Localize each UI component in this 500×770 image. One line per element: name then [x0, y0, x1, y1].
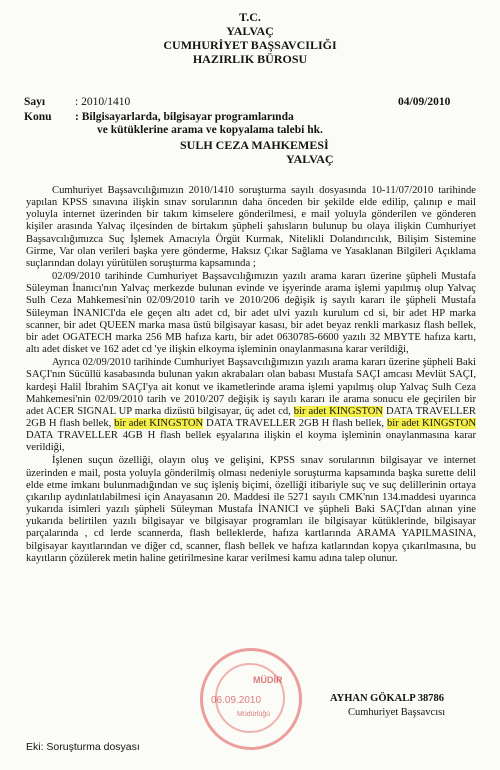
- paragraph-3-part-a: Ayrıca 02/09/2010 tarihinde Cumhuriyet Başsavcılığımızın yazılı arama kararı üzerine şüpheli Baki SAÇI'nın Sücüllü kasabasında bulunan yakın akrabaları olan babası Mustafa SAÇI amcası Mevlüt SAÇI, kardeşi Halil İbrahim SAÇI'ya ait konut ve ikametlerinde arama işlemi yapılmış olup Yalvaç Sulh Ceza Mahkemesi'nin 02/09/2010 tarih ve 2010/207 değişik iş sayılı kararı ile arama sonucu ele geçirilen bir adet ACER SIGNAL UP marka dizüstü bilgisayar, üç adet cd,: [26, 357, 476, 417]
- paragraph-3-part-c: DATA TRAVELLER 2GB H flash bellek,: [203, 417, 387, 429]
- signature-title: Cumhuriyet Başsavcısı: [348, 707, 446, 718]
- paragraph-1: Cumhuriyet Başsavcılığımızın 2010/1410 soruşturma sayılı dosyasında 10-11/07/2010 tarihinde yapılan KPSS sınavına ilişkin sınav sorularının daha önceden bir şekilde elde edilip, çalınıp e mail yoluyla internet üzerinden bir takım kimselere gönderilmesi, e mail yoluyla gönderilen ve gönderen kişiler arasında Yalvaç ilçesinden de birtakım şüpheli şahısların bulunup bu olaya ilişkin Cumhuriyet Başsavcılığımızca Suç İşlemek Amacıyla Örgüt Kurmak, Nitelikli Dolandırıcılık, Bilişim Sistemine Girme, Var olan verileri başka yere gönderme, Haksız Çıkar Sağlama ve Yasaklanan Bilgileri Açıklama suçlarından dolayı yürütülen soruşturma kapsamında ;: [26, 185, 476, 269]
- highlight-kingston-1: bir adet KINGSTON: [293, 405, 384, 417]
- highlight-kingston-3: bir adet KINGSTON: [386, 417, 476, 429]
- header-tc: T.C.: [239, 10, 261, 24]
- konu-label: Konu: [24, 111, 52, 123]
- paragraph-3-part-d: DATA TRAVELLER 4GB H flash bellek eşyalarına ilişkin el koyma işleminin onaylanmasına karar verildiği,: [26, 430, 476, 454]
- paragraph-3-part-b: DATA TRAVELLER 2GB H flash bellek,: [26, 405, 476, 429]
- seal-small-text: Müdürlüğü: [237, 711, 271, 718]
- seal-date: 06.09.2010: [211, 695, 262, 706]
- document-body: [26, 185, 476, 566]
- official-seal: [200, 648, 302, 750]
- header-bureau: HAZIRLIK BÜROSU: [192, 52, 308, 66]
- sayi-label: Sayı: [24, 96, 46, 108]
- paragraph-2: 02/09/2010 tarihinde Cumhuriyet Başsavcılığımızın yazılı arama kararı üzerine şüpheli Mustafa Süleyman İnanıcı'nın Yalvaç merkezde bulunan evinde ve işyerinde arama işlemi yapılmış olup Yalvaç Sulh Ceza Mahkemesi'nin 02/09/2010 tarih ve 2010/206 değişik iş sayılı kararı ile şüpheli Mustafa Süleyman İNANICI'da ele geçen altı adet cd, bir adet ulvi yazılı kurulum cd si, bir adet HP marka scanner, bir adet QUEEN marka masa üstü bilgisayar kasası, bir adet beyaz renkli markasız flash bellek, bir adet OGATECH marka 256 MB hafıza kartı, bir adet 0630785-6600 yazılı 32 MBYTE hafıza kartı, altı adet disket ve 162 adet cd 'ye ilişkin elkoyma işleminin onaylanmasına karar verildiği,: [26, 271, 476, 356]
- signature-name: AYHAN GÖKALP 38786: [330, 693, 444, 704]
- recipient-court: SULH CEZA MAHKEMESİ: [180, 138, 329, 152]
- header-office: CUMHURİYET BAŞSAVCILIĞI: [163, 38, 337, 52]
- konu-line1: : Bilgisayarlarda, bilgisayar programlarında: [75, 111, 294, 123]
- document-date: 04/09/2010: [398, 96, 451, 108]
- seal-text: MÜDİR: [253, 675, 283, 685]
- paragraph-4: İşlenen suçun özelliği, olayın oluş ve gelişini, KPSS sınav sorularının bilgisayar ve internet üzerinden e mail, posta yoluyla gönderilmiş olması nedeniyle soruşturma kapsamında başka surette delil elde etme imkanı bulunmadığından ve suç işleniş biçimi, özelliği itibariyle suç ve suç delillerinin ortaya çıkarılıp aydınlatılabilmesi için Anayasanın 20. Maddesi ile 5271 sayılı CMK'nın 134.maddesi uyarınca yukarıda isimleri yazılı şüpheli Süleyman Mustafa İNANICI ve şüpheli Baki SAÇI'dan alınan yine yukarıda belirtilen yazılı bilgisayar ve bilgisayar programları ile bilgisayar kütüklerinde, bilgisayar parçalarında , cd lerde scannerda, flash belleklerde, hafıza kartlarında ARAMA YAPILMASINA, bilgisayar kayıtlarından ve diğer cd, scanner, flash bellek ve hafıza katlarından kopya çıkarılmasına, bu kayıtların çözülerek metin haline getirilmesine karar verilmesi kamu adına talep olunur.: [26, 455, 476, 564]
- highlight-kingston-2: bir adet KINGSTON: [114, 417, 204, 429]
- header-city: YALVAÇ: [226, 24, 274, 38]
- attachment-note: Eki: Soruşturma dosyası: [26, 741, 140, 753]
- konu-line2: ve kütüklerine arama ve kopyalama talebi hk.: [97, 124, 323, 136]
- recipient-city: YALVAÇ: [286, 152, 334, 166]
- sayi-value: : 2010/1410: [75, 96, 131, 108]
- paragraph-3: [26, 357, 476, 454]
